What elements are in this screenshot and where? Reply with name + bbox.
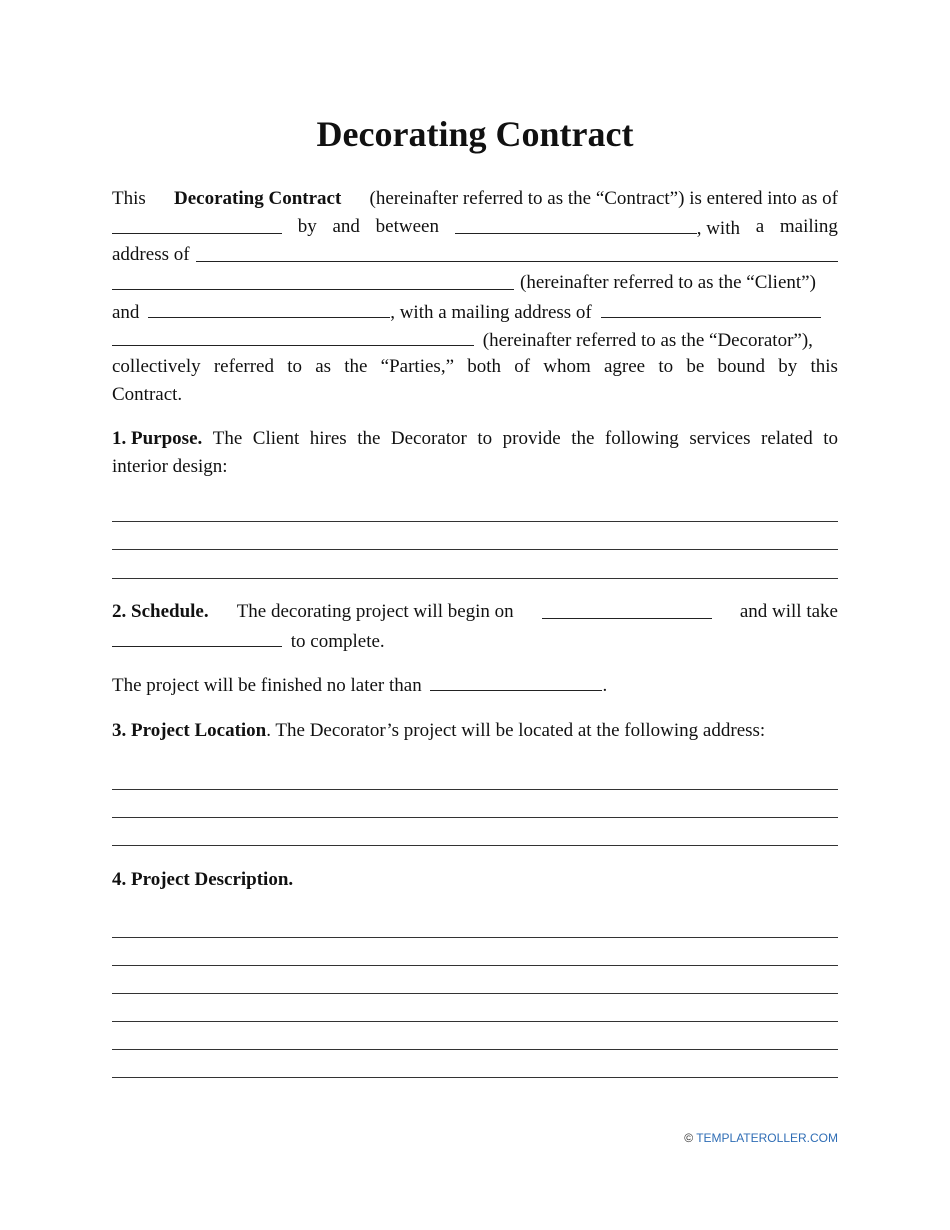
word: bound <box>717 356 765 377</box>
intro-line-4 <box>112 269 838 297</box>
schedule-finish-line <box>112 670 838 700</box>
intro-line-7 <box>112 353 838 381</box>
purpose-services-line-2[interactable] <box>112 549 838 550</box>
finish-date-field[interactable] <box>430 670 602 691</box>
word: collectively <box>112 356 201 377</box>
word: whom <box>543 356 591 377</box>
word: following <box>604 428 679 449</box>
word: the <box>571 428 595 449</box>
word: of <box>514 356 531 377</box>
copyright-icon: © <box>684 1131 694 1145</box>
word: “Parties,” <box>380 356 454 377</box>
word: agree <box>603 356 646 377</box>
schedule-line-1 <box>112 598 838 626</box>
intro-line-6 <box>112 325 838 355</box>
decorator-address-field-1[interactable] <box>601 297 821 318</box>
intro-between: between <box>375 216 439 237</box>
description-heading: 4. Project Description. <box>112 869 294 890</box>
word: Decorator <box>390 428 467 449</box>
word: related <box>761 428 813 449</box>
schedule-finish-period: . <box>602 675 608 696</box>
description-line-5[interactable] <box>112 1049 838 1050</box>
word: as <box>315 356 332 377</box>
word: the <box>344 356 368 377</box>
intro-comma-with: , with <box>696 218 740 239</box>
intro-line-3 <box>112 241 838 269</box>
schedule-line-2 <box>112 626 838 656</box>
document-title: Decorating Contract <box>316 114 634 154</box>
intro-decorator-ref: (hereinafter referred to as the “Decorator”), <box>482 330 813 351</box>
effective-date-field[interactable] <box>112 213 282 234</box>
footer-watermark <box>684 1131 838 1145</box>
location-address-line-2[interactable] <box>112 817 838 818</box>
intro-and-2: and <box>112 302 140 323</box>
schedule-heading: 2. Schedule. <box>112 601 209 622</box>
location-text: . The Decorator’s project will be located at the following address: <box>266 720 766 741</box>
decorator-address-field-2[interactable] <box>112 325 474 346</box>
purpose-line-1 <box>112 425 838 453</box>
footer-brand-link[interactable]: TEMPLATEROLLER.COM <box>696 1131 838 1145</box>
intro-line-1 <box>112 185 838 213</box>
word: this <box>810 356 838 377</box>
intro-client-ref: (hereinafter referred to as the “Client”) <box>520 272 816 293</box>
word: hires <box>309 428 347 449</box>
word: provide <box>502 428 561 449</box>
intro-with-mailing: , with a mailing address of <box>390 302 592 323</box>
intro-line-5 <box>112 297 838 327</box>
schedule-take-text: and will take <box>739 601 838 622</box>
location-heading: 3. Project Location <box>112 720 267 741</box>
intro-mailing: mailing <box>779 216 838 237</box>
schedule-finish-text: The project will be finished no later than <box>112 675 422 696</box>
intro-this: This <box>112 188 146 209</box>
word: both <box>467 356 501 377</box>
intro-contract-name: Decorating Contract <box>174 188 342 209</box>
location-address-line-1[interactable] <box>112 789 838 790</box>
client-address-field-1[interactable] <box>196 241 838 262</box>
intro-a: a <box>755 216 765 237</box>
schedule-complete-text: to complete. <box>290 631 385 652</box>
word: by <box>778 356 798 377</box>
word: to <box>658 356 674 377</box>
purpose-heading: 1. Purpose. <box>112 428 203 449</box>
word: to <box>477 428 493 449</box>
word: referred <box>213 356 274 377</box>
word: The <box>212 428 243 449</box>
intro-and: and <box>332 216 360 237</box>
location-address-line-3[interactable] <box>112 845 838 846</box>
description-line-3[interactable] <box>112 993 838 994</box>
purpose-services-line-1[interactable] <box>112 521 838 522</box>
description-line-2[interactable] <box>112 965 838 966</box>
description-line-1[interactable] <box>112 937 838 938</box>
client-address-field-2[interactable] <box>112 269 514 290</box>
intro-line-1-rest: (hereinafter referred to as the “Contract”) is entered into as of <box>369 188 838 209</box>
intro-line-2 <box>112 213 838 243</box>
intro-address-of: address of <box>112 244 190 265</box>
schedule-begin-text: The decorating project will begin on <box>236 601 514 622</box>
word: be <box>686 356 705 377</box>
word: services <box>689 428 751 449</box>
description-heading-line <box>112 866 838 894</box>
location-line <box>112 717 838 745</box>
start-date-field[interactable] <box>542 598 712 619</box>
duration-field[interactable] <box>112 626 282 647</box>
description-line-4[interactable] <box>112 1021 838 1022</box>
purpose-line-2: interior design: <box>112 456 228 477</box>
word: Client <box>252 428 300 449</box>
intro-by: by <box>297 216 317 237</box>
client-name-field[interactable] <box>455 213 697 234</box>
purpose-services-line-3[interactable] <box>112 578 838 579</box>
word: to <box>287 356 302 377</box>
intro-line-8: Contract. <box>112 384 183 405</box>
client-name-group <box>455 213 740 243</box>
decorator-name-field[interactable] <box>148 297 390 318</box>
description-line-6[interactable] <box>112 1077 838 1078</box>
word: the <box>357 428 381 449</box>
word: to <box>823 428 838 449</box>
